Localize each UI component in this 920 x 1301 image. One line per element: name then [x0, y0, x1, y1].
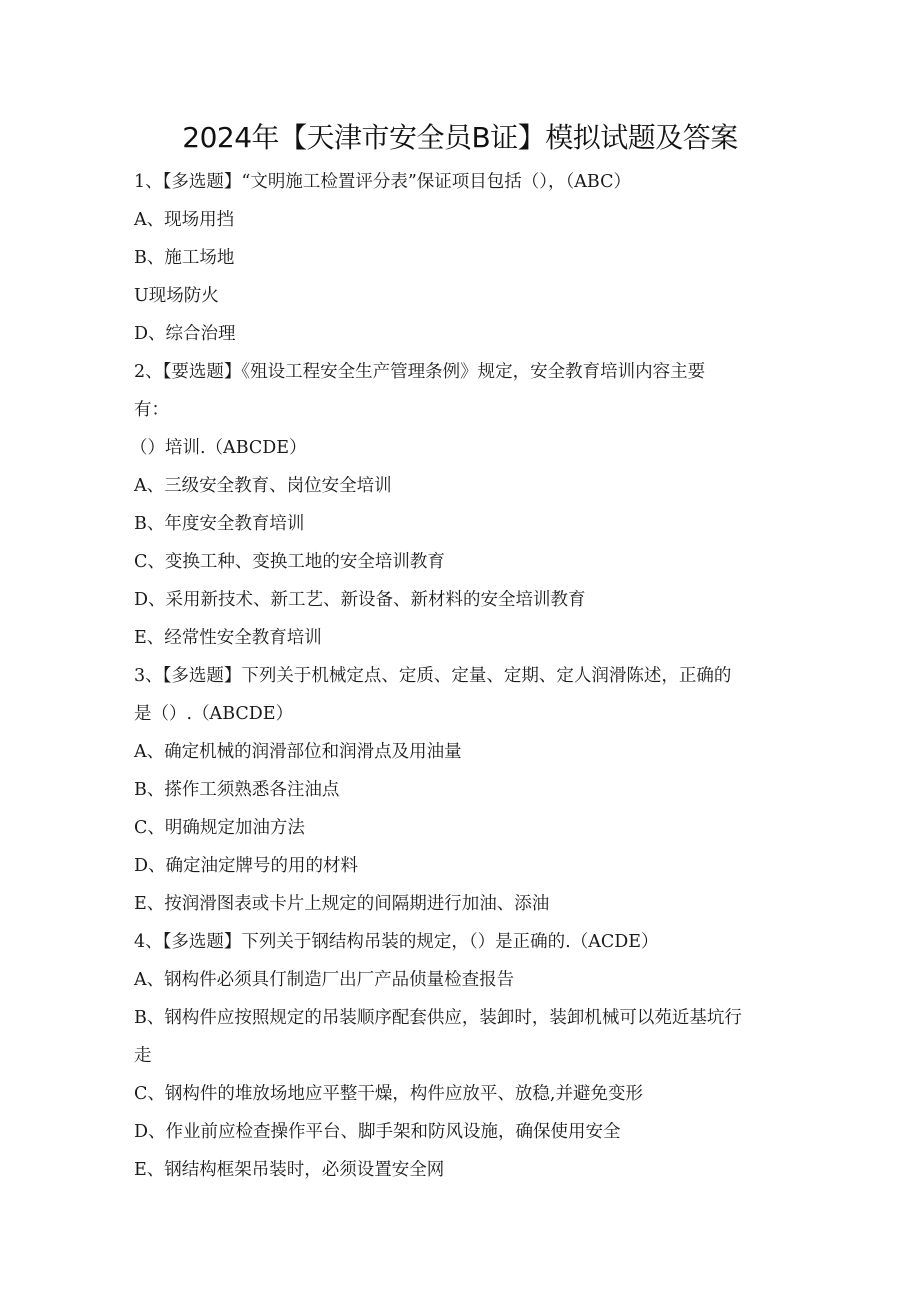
document-title: 2024年【天津市安全员B证】模拟试题及答案 [182, 121, 738, 154]
question-2-stem-line-3: （）培训.（ABCDE） [130, 438, 307, 458]
question-3-option-b: B、搽作工须熟悉各注油点 [134, 780, 340, 800]
question-3-stem-line-1: 3、【多选题】下列关于机械定点、定质、定量、定期、定人润滑陈述，正确的 [134, 666, 732, 686]
question-4-option-b-line-2: 走 [134, 1046, 152, 1066]
question-4-option-e: E、钢结构框架吊装时，必须设置安全网 [134, 1160, 445, 1180]
question-4-option-d: D、作业前应检查操作平台、脚手架和防风设施，确保使用安全 [134, 1122, 621, 1142]
question-3-stem-line-2: 是（）.（ABCDE） [134, 704, 294, 724]
question-3-option-a: A、确定机械的润滑部位和润滑点及用油量 [134, 742, 462, 762]
question-2-stem-line-1: 2、【要选题】《殂设工程安全生产管理条例》规定，安全教育培训内容主要 [134, 362, 706, 382]
question-2-option-c: C、变换工种、变换工地的安全培训教育 [134, 552, 445, 572]
question-1-option-c: U现场防火 [134, 286, 219, 306]
question-1-option-d: D、综合治理 [134, 324, 236, 344]
question-3-option-e: E、按润滑图表或卡片上规定的间隔期进行加油、添油 [134, 894, 550, 914]
question-2-option-e: E、经常性安全教育培训 [134, 628, 322, 648]
question-1-option-a: A、现场用挡 [134, 210, 235, 230]
question-4-option-b-line-1: B、钢构件应按照规定的吊装顺序配套供应，装卸时，装卸机械可以苑近基坑行 [134, 1008, 742, 1028]
question-2-option-a: A、三级安全教育、岗位安全培训 [134, 476, 392, 496]
question-1-option-b: B、施工场地 [134, 248, 235, 268]
question-1-stem: 1、【多选题】“文明施工检置评分表”保证项目包括（），（ABC） [134, 172, 631, 192]
question-4-stem: 4、【多选题】下列关于钢结构吊装的规定，（）是正确的.（ACDE） [134, 932, 659, 952]
question-2-stem-line-2: 有： [134, 400, 169, 420]
question-3-option-c: C、明确规定加油方法 [134, 818, 305, 838]
question-4-option-c: C、钢构件的堆放场地应平整干燥，构件应放平、放稳,并避免变形 [134, 1084, 643, 1104]
question-4-option-a: A、钢构件必须具仃制造厂出厂产品侦量检查报告 [134, 970, 515, 990]
question-2-option-b: B、年度安全教育培训 [134, 514, 305, 534]
question-3-option-d: D、确定油定牌号的用的材料 [134, 856, 359, 876]
question-2-option-d: D、采用新技术、新工艺、新设备、新材料的安全培训教育 [134, 590, 586, 610]
